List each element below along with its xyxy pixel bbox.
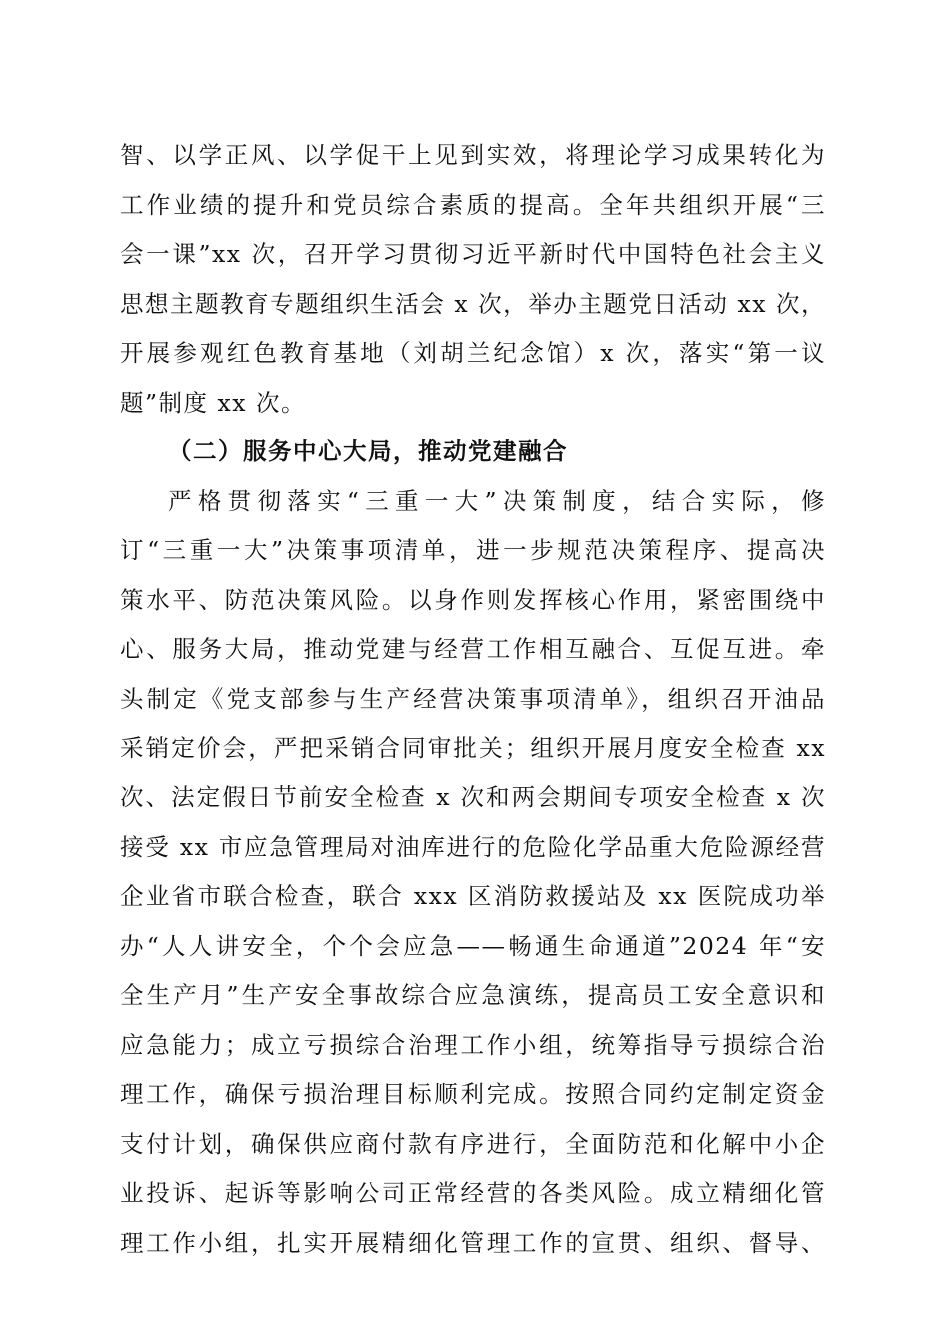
paragraph-2-line-7: 次、法定假日节前安全检查 x 次和两会期间专项安全检查 x 次 — [120, 783, 826, 811]
paragraph-1-line-4: 思想主题教育专题组织生活会 x 次，举办主题党日活动 xx 次， — [120, 290, 826, 318]
paragraph-2-line-14: 支付计划，确保供应商付款有序进行，全面防范和化解中小企 — [120, 1130, 826, 1158]
paragraph-2-line-11: 全生产月”生产安全事故综合应急演练，提高员工安全意识和 — [120, 981, 826, 1009]
paragraph-1-line-2: 工作业绩的提升和党员综合素质的提高。全年共组织开展“三 — [120, 191, 826, 219]
paragraph-2-line-15: 业投诉、起诉等影响公司正常经营的各类风险。成立精细化管 — [120, 1179, 826, 1207]
paragraph-2-line-2: 订“三重一大”决策事项清单，进一步规范决策程序、提高决 — [120, 536, 826, 564]
paragraph-2-line-9: 企业省市联合检查，联合 xxx 区消防救援站及 xx 医院成功举 — [120, 882, 826, 910]
paragraph-2-line-4: 心、服务大局，推动党建与经营工作相互融合、互促互进。牵 — [120, 635, 826, 663]
paragraph-1-line-6: 题”制度 xx 次。 — [120, 389, 306, 417]
section-heading: （二）服务中心大局，推动党建融合 — [168, 437, 568, 465]
paragraph-2-line-16: 理工作小组，扎实开展精细化管理工作的宣贯、组织、督导、 — [120, 1229, 826, 1257]
paragraph-2-line-12: 应急能力；成立亏损综合治理工作小组，统筹指导亏损综合治 — [120, 1031, 826, 1059]
paragraph-2-line-5: 头制定《党支部参与生产经营决策事项清单》，组织召开油品 — [120, 685, 826, 713]
paragraph-2-line-3: 策水平、防范决策风险。以身作则发挥核心作用，紧密围绕中 — [120, 586, 826, 614]
paragraph-2-line-6: 采销定价会，严把采销合同审批关；组织开展月度安全检查 xx — [120, 734, 826, 762]
paragraph-2-line-1: 严格贯彻落实“三重一大”决策制度，结合实际，修 — [168, 487, 826, 515]
paragraph-1-line-1: 智、以学正风、以学促干上见到实效，将理论学习成果转化为 — [120, 141, 826, 169]
paragraph-1-line-3: 会一课”xx 次，召开学习贯彻习近平新时代中国特色社会主义 — [120, 240, 826, 268]
paragraph-1-line-5: 开展参观红色教育基地（刘胡兰纪念馆）x 次，落实“第一议 — [120, 339, 826, 367]
paragraph-2-line-10: 办“人人讲安全，个个会应急——畅通生命通道”2024 年“安 — [120, 932, 826, 960]
paragraph-2-line-13: 理工作，确保亏损治理目标顺利完成。按照合同约定制定资金 — [120, 1080, 826, 1108]
paragraph-2-line-8: 接受 xx 市应急管理局对油库进行的危险化学品重大危险源经营 — [120, 833, 826, 861]
